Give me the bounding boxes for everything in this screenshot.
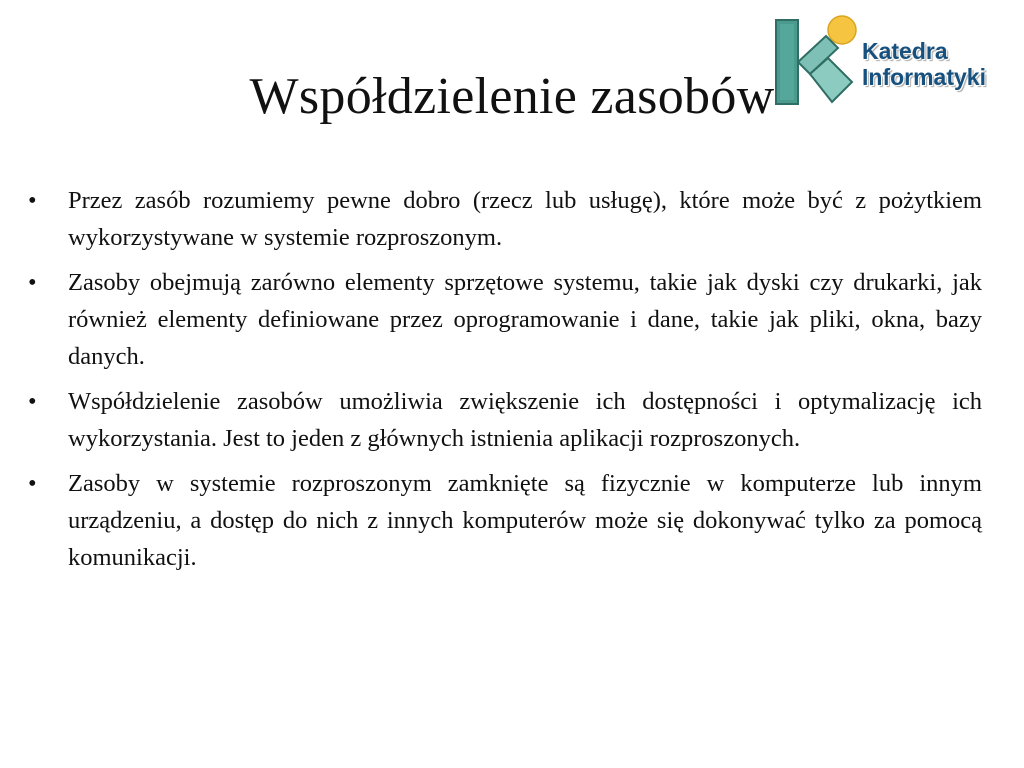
bullet-item	[28, 264, 982, 375]
bullet-item	[28, 465, 982, 576]
bullet-icon: •	[28, 269, 37, 296]
bullet-text: Zasoby obejmują zarówno elementy sprzętowe systemu, takie jak dyski czy drukarki, jak również elementy definiowane przez oprogramowanie i dane, takie jak pliki, okna, bazy danych.	[68, 269, 982, 370]
logo-line-katedra: Katedra	[862, 38, 948, 64]
slide-title: Współdzielenie zasobów	[249, 68, 775, 125]
logo-line-informatyki: Informatyki	[862, 64, 986, 90]
bullet-list	[28, 182, 982, 584]
bullet-text: Zasoby w systemie rozproszonym zamknięte są fizycznie w komputerze lub innym urządzeniu, a dostęp do nich z innych komputerów może się dokonywać tylko za pomocą komunikacji.	[68, 470, 982, 571]
bullet-item	[28, 182, 982, 256]
bullet-item	[28, 383, 982, 457]
bullet-text: Współdzielenie zasobów umożliwia zwiększenie ich dostępności i optymalizację ich wykorzystania. Jest to jeden z głównych istnienia aplikacji rozproszonych.	[68, 388, 982, 452]
bullet-icon: •	[28, 388, 37, 415]
bullet-icon: •	[28, 470, 37, 497]
bullet-text: Przez zasób rozumiemy pewne dobro (rzecz lub usługę), które może być z pożytkiem wykorzystywane w systemie rozproszonym.	[68, 187, 982, 251]
bullet-icon: •	[28, 187, 37, 214]
